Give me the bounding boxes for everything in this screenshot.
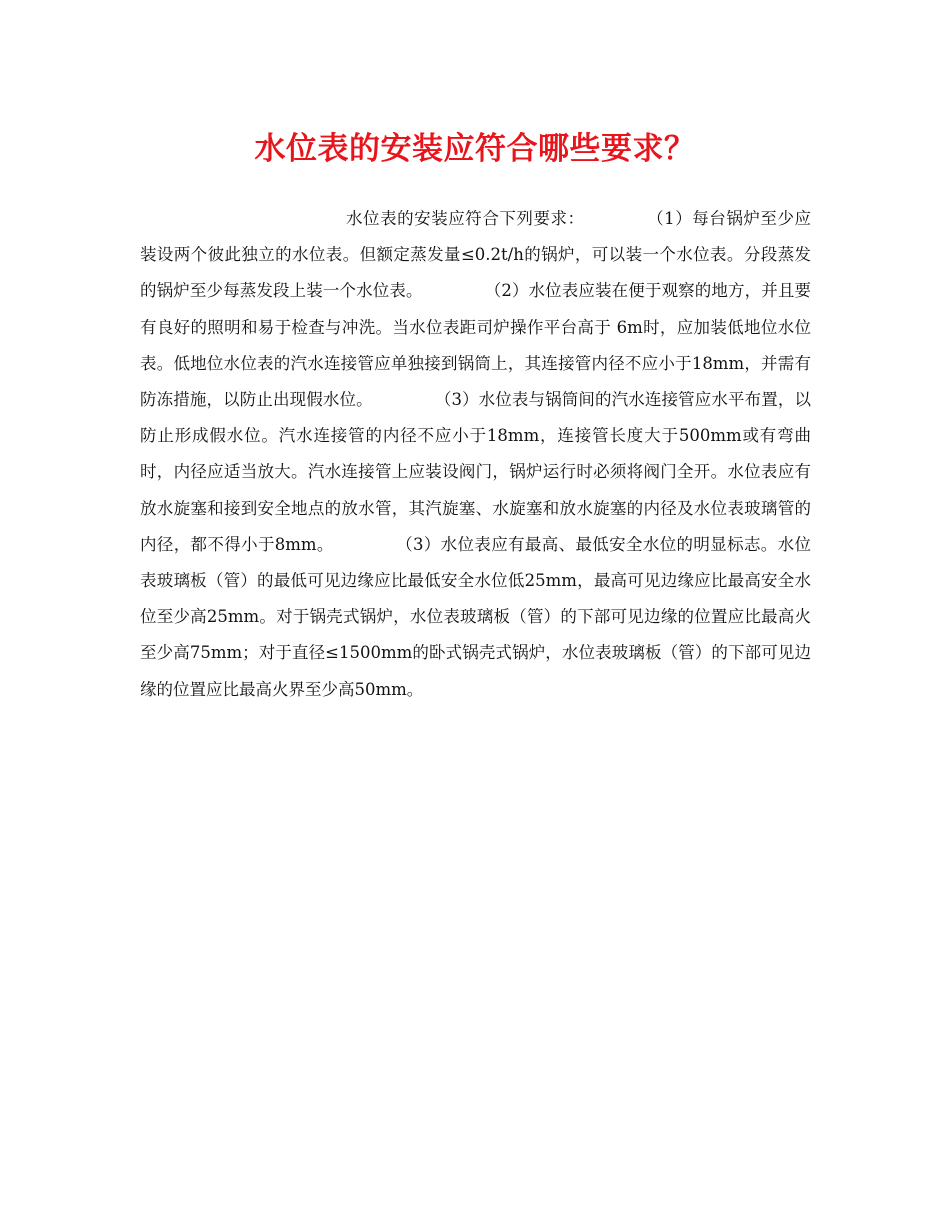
requirement-1: （1）每台锅炉至少应装设两个彼此独立的水位表。但额定蒸发量≤0.2t/h的锅炉，可以装一个水位表。分段蒸发的锅炉至少每蒸发段上装一个水位表。 <box>140 209 812 301</box>
requirement-2: （2）水位表应装在便于观察的地方，并且要有良好的照明和易于检查与冲洗。当水位表距司炉操作平台高于 6m时，应加装低地位水位表。低地位水位表的汽水连接管应单独接到锅筒上，其连接管内径不应小于18mm，并需有防冻措施，以防止出现假水位。 <box>140 281 812 410</box>
document-body <box>140 201 811 708</box>
intro-text: 水位表的安装应符合下列要求： <box>346 209 585 228</box>
requirement-4: （3）水位表应有最高、最低安全水位的明显标志。水位表玻璃板（管）的最低可见边缘应比最低安全水位低25mm，最高可见边缘应比最高安全水位至少高25mm。对于锅壳式锅炉，水位表玻璃板（管）的下部可见边缘的位置应比最高火至少高75mm；对于直径≤1500mm的卧式锅壳式锅炉，水位表玻璃板（管）的下部可见边缘的位置应比最高火界至少高50mm。 <box>140 534 811 699</box>
document-title: 水位表的安装应符合哪些要求？ <box>254 131 696 167</box>
requirement-3: （3）水位表与锅筒间的汽水连接管应水平布置，以防止形成假水位。汽水连接管的内径不应小于18mm，连接管长度大于500mm或有弯曲时，内径应适当放大。汽水连接管上应装设阀门，锅炉运行时必须将阀门全开。水位表应有放水旋塞和接到安全地点的放水管，其汽旋塞、水旋塞和放水旋塞的内径及水位表玻璃管的内径，都不得小于8mm。 <box>140 390 811 554</box>
